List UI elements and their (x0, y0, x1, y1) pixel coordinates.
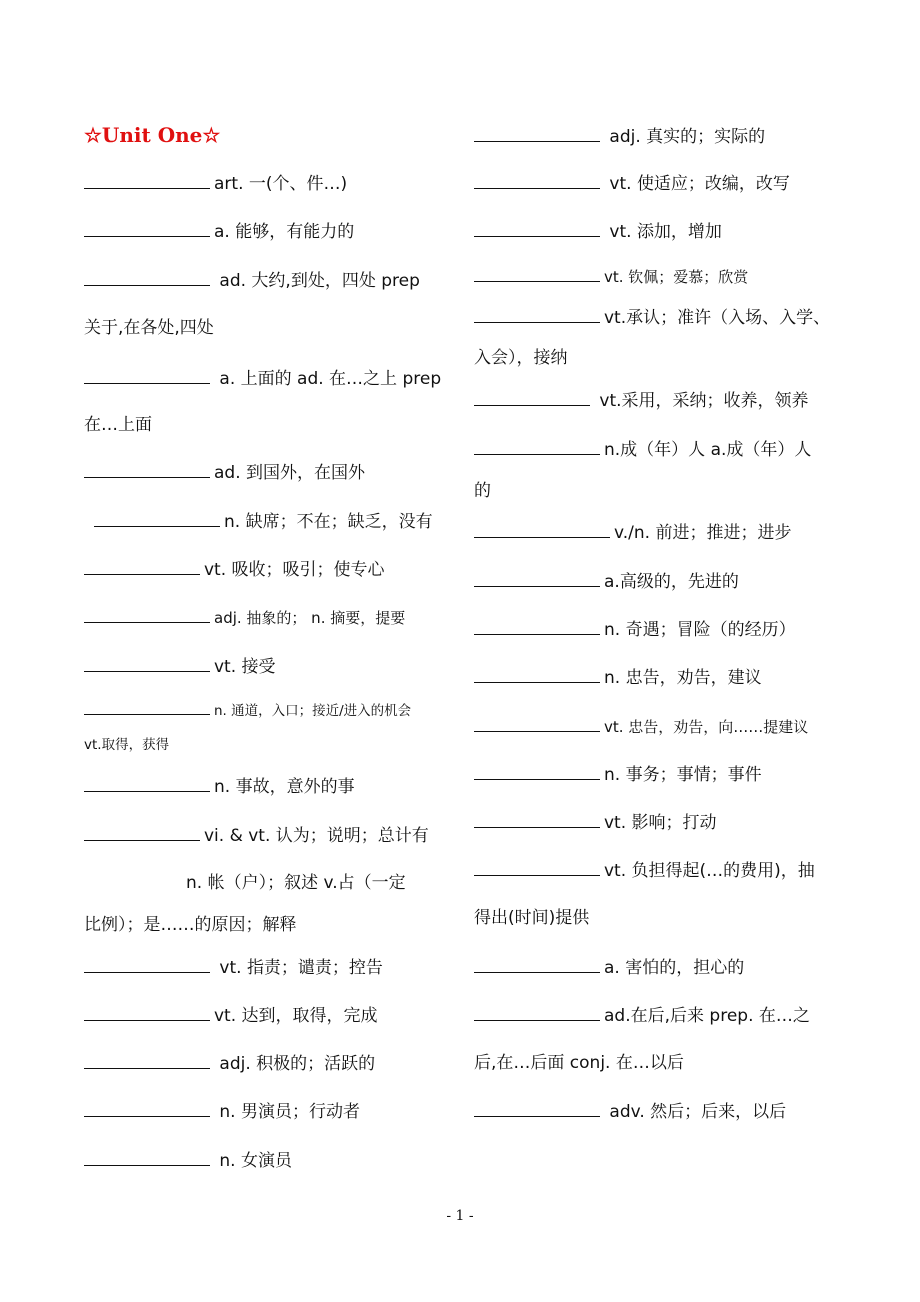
answer-blank[interactable] (474, 810, 600, 828)
vocab-entry (84, 366, 441, 390)
definition-continuation: 在…上面 (84, 415, 152, 435)
answer-blank[interactable] (84, 460, 210, 478)
definition-text: n. 事务；事情；事件 (604, 765, 762, 785)
definition-text: vt.采用，采纳；收养，领养 (594, 391, 809, 411)
answer-blank[interactable] (474, 1003, 600, 1021)
answer-blank[interactable] (474, 714, 600, 732)
vocab-entry (474, 1003, 810, 1027)
vocab-entry (474, 810, 717, 834)
answer-blank[interactable] (474, 219, 600, 237)
vocab-entry (84, 823, 429, 847)
answer-blank[interactable] (84, 268, 210, 286)
vocab-entry (84, 774, 355, 798)
vocab-entry (474, 762, 762, 786)
definition-text: ad.在后,后来 prep. 在…之 (604, 1006, 810, 1026)
answer-blank[interactable] (474, 617, 600, 635)
definition-text: n.成（年）人 a.成（年）人 (604, 440, 812, 460)
answer-blank[interactable] (474, 437, 600, 455)
vocab-entry (84, 1051, 375, 1075)
answer-blank[interactable] (84, 605, 210, 623)
vocab-entry (94, 509, 433, 533)
definition-text: vt. 添加，增加 (604, 222, 722, 242)
vocab-entry (84, 654, 276, 678)
answer-blank[interactable] (474, 955, 600, 973)
answer-blank[interactable] (84, 654, 210, 672)
vocab-entry (474, 171, 790, 195)
definition-continuation: n. 帐（户）；叙述 v.占（一定 (186, 873, 406, 893)
answer-blank[interactable] (474, 305, 600, 323)
vocab-entry (84, 955, 383, 979)
definition-text: a. 害怕的，担心的 (604, 958, 745, 978)
answer-blank[interactable] (474, 171, 600, 189)
answer-blank[interactable] (84, 366, 210, 384)
definition-text: vt. 接受 (214, 657, 276, 677)
answer-blank[interactable] (84, 774, 210, 792)
definition-text: n. 事故，意外的事 (214, 777, 355, 797)
definition-text: vt. 钦佩；爱慕；欣赏 (604, 268, 749, 286)
vocab-entry (84, 1003, 378, 1027)
answer-blank[interactable] (474, 569, 600, 587)
vocab-entry (474, 124, 765, 148)
answer-blank[interactable] (474, 665, 600, 683)
answer-blank[interactable] (474, 264, 600, 282)
vocab-entry (84, 1099, 360, 1123)
page-number: - 1 - (446, 1208, 474, 1224)
definition-text: ad. 大约,到处，四处 prep (214, 271, 420, 291)
definition-text: v./n. 前进；推进；进步 (614, 523, 792, 543)
answer-blank[interactable] (84, 955, 210, 973)
definition-text: vi. & vt. 认为；说明；总计有 (204, 826, 429, 846)
vocab-entry (474, 665, 762, 689)
answer-blank[interactable] (84, 171, 210, 189)
unit-title: ☆Unit One☆ (84, 123, 221, 147)
answer-blank[interactable] (474, 1099, 600, 1117)
vocab-entry (84, 1148, 292, 1172)
answer-blank[interactable] (84, 1003, 210, 1021)
vocab-entry (84, 171, 347, 195)
definition-text: adj. 抽象的； n. 摘要，提要 (214, 609, 406, 627)
definition-text: n. 通道，入口；接近/进入的机会 (214, 703, 412, 719)
definition-text: vt. 达到，取得，完成 (214, 1006, 378, 1026)
vocab-entry (84, 460, 365, 484)
definition-text: a. 能够，有能力的 (214, 222, 355, 242)
definition-text: adj. 积极的；活跃的 (214, 1054, 376, 1074)
definition-text: n. 奇遇；冒险（的经历） (604, 620, 796, 640)
definition-text: n. 女演员 (214, 1151, 292, 1171)
vocab-entry (84, 697, 411, 721)
definition-continuation: 得出(时间)提供 (474, 908, 590, 928)
definition-continuation: 入会），接纳 (474, 348, 568, 368)
answer-blank[interactable] (84, 823, 200, 841)
vocab-entry (474, 305, 830, 329)
answer-blank[interactable] (84, 219, 210, 237)
definition-text: a.高级的，先进的 (604, 572, 739, 592)
definition-text: ad. 到国外，在国外 (214, 463, 366, 483)
definition-text: adv. 然后；后来，以后 (604, 1102, 787, 1122)
definition-continuation: 比例）；是……的原因；解释 (84, 915, 297, 935)
definition-text: a. 上面的 ad. 在…之上 prep (214, 369, 442, 389)
vocab-entry (84, 557, 385, 581)
definition-text: adj. 真实的；实际的 (604, 127, 766, 147)
vocab-entry (474, 714, 808, 738)
definition-text: n. 缺席；不在；缺乏，没有 (224, 512, 433, 532)
answer-blank[interactable] (84, 1051, 210, 1069)
answer-blank[interactable] (474, 762, 600, 780)
definition-continuation: 关于,在各处,四处 (84, 318, 214, 338)
answer-blank[interactable] (84, 697, 210, 715)
definition-text: n. 男演员；行动者 (214, 1102, 360, 1122)
vocab-entry (84, 219, 354, 243)
vocab-entry (474, 955, 744, 979)
answer-blank[interactable] (474, 520, 610, 538)
vocab-entry (474, 264, 748, 288)
definition-text: vt. 指责；谴责；控告 (214, 958, 383, 978)
definition-continuation: 的 (474, 481, 491, 501)
definition-text: art. 一(个、件…) (214, 174, 348, 194)
vocab-entry (474, 617, 796, 641)
vocab-entry (474, 388, 809, 412)
answer-blank[interactable] (84, 557, 200, 575)
definition-continuation: vt.取得，获得 (84, 737, 170, 753)
vocab-entry (474, 1099, 786, 1123)
vocab-entry (474, 437, 811, 461)
answer-blank[interactable] (474, 388, 590, 406)
vocab-entry (474, 858, 815, 882)
definition-text: n. 忠告，劝告，建议 (604, 668, 762, 688)
definition-text: vt. 忠告，劝告，向……提建议 (604, 718, 809, 736)
definition-text: vt. 使适应；改编，改写 (604, 174, 790, 194)
definition-text: vt. 影响；打动 (604, 813, 717, 833)
answer-blank[interactable] (94, 509, 220, 527)
answer-blank[interactable] (474, 124, 600, 142)
definition-text: vt. 负担得起(…的费用)，抽 (604, 861, 815, 881)
definition-text: vt.承认；准许（入场、入学、 (604, 308, 831, 328)
answer-blank[interactable] (84, 1148, 210, 1166)
answer-blank[interactable] (474, 858, 600, 876)
vocab-entry (474, 569, 739, 593)
vocab-entry (84, 268, 420, 292)
answer-blank[interactable] (84, 1099, 210, 1117)
definition-continuation: 后,在…后面 conj. 在…以后 (474, 1053, 684, 1073)
vocab-entry (84, 605, 405, 629)
definition-text: vt. 吸收；吸引；使专心 (204, 560, 385, 580)
vocab-entry (474, 520, 791, 544)
vocab-entry (474, 219, 722, 243)
